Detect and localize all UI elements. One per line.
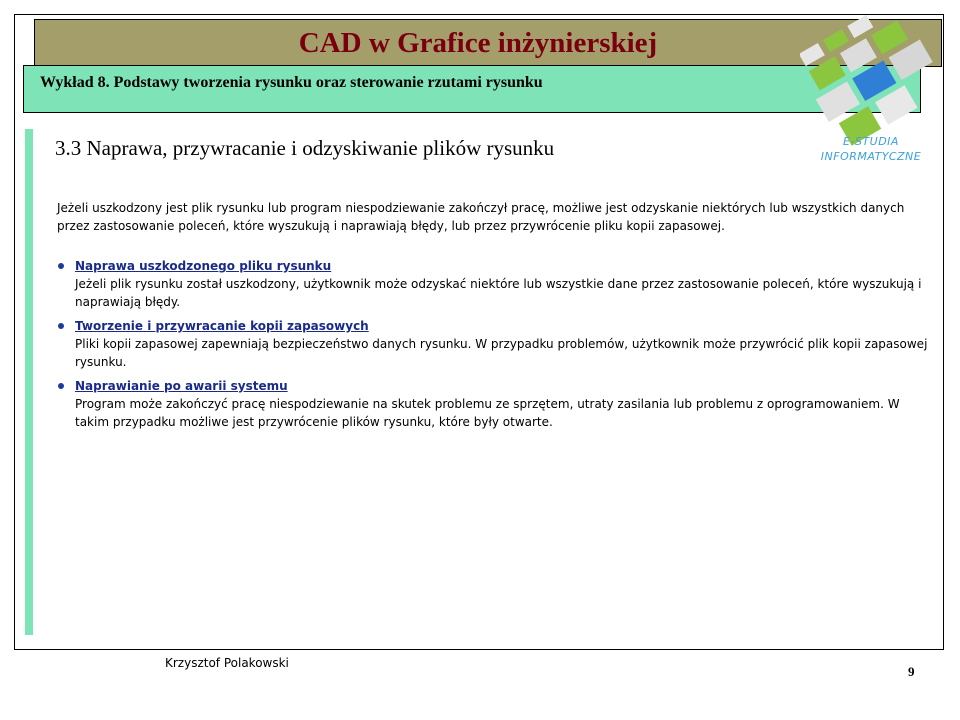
section-title: 3.3 Naprawa, przywracanie i odzyskiwanie plików rysunku — [55, 136, 555, 160]
logo-line2: INFORMATYCZNE — [820, 150, 922, 163]
lecture-subtitle: Wykład 8. Podstawy tworzenia rysunku oraz sterowanie rzutami rysunku — [40, 74, 543, 91]
logo-tile — [840, 38, 877, 72]
left-accent-bar — [25, 129, 33, 635]
topic-description: Jeżeli plik rysunku został uszkodzony, użytkownik może odzyskać niektóre lub wszystkie dane przez zastosowanie poleceń, które wyszukują i naprawiają błędy. — [75, 277, 922, 309]
logo-tile — [823, 29, 849, 52]
content-body — [57, 199, 937, 437]
logo-tile — [809, 56, 846, 90]
bullet-icon — [58, 323, 64, 329]
logo-tile — [800, 43, 825, 66]
topic-link-repair[interactable]: Naprawa uszkodzonego pliku rysunku — [75, 259, 332, 273]
subtitle-band — [23, 65, 921, 113]
topic-description: Program może zakończyć pracę niespodziewanie na skutek problemu ze sprzętem, utraty zasilania lub problemu z oprogramowaniem. W takim przypadku możliwe jest przywrócenie plików rysunku, które były otwarte. — [75, 397, 900, 429]
logo-tile — [847, 15, 873, 38]
bullet-icon — [58, 263, 64, 269]
list-item — [57, 317, 937, 371]
topic-description: Pliki kopii zapasowej zapewniają bezpieczeństwo danych rysunku. W przypadku problemów, użytkownik może przywrócić plik kopii zapasowej rysunku. — [75, 337, 928, 369]
slide-title: CAD w Grafice inżynierskiej — [298, 26, 658, 59]
logo-line1: E-STUDIA — [843, 135, 899, 148]
page-number: 9 — [908, 664, 915, 679]
logo-text — [816, 134, 926, 164]
list-item — [57, 257, 937, 311]
topic-list — [57, 257, 937, 431]
topic-link-backup[interactable]: Tworzenie i przywracanie kopii zapasowych — [75, 319, 369, 333]
topic-link-crash-recovery[interactable]: Naprawianie po awarii systemu — [75, 379, 288, 393]
list-item — [57, 377, 937, 431]
author-name: Krzysztof Polakowski — [165, 656, 289, 670]
intro-paragraph: Jeżeli uszkodzony jest plik rysunku lub program niespodziewanie zakończył pracę, możliwe jest odzyskanie niektórych lub wszystkich danych przez zastosowanie poleceń, które wyszukują i naprawiają błędy, lub przez przywrócenie pliku kopii zapasowej. — [57, 201, 905, 233]
bullet-icon — [58, 383, 64, 389]
logo-tile — [871, 20, 908, 54]
